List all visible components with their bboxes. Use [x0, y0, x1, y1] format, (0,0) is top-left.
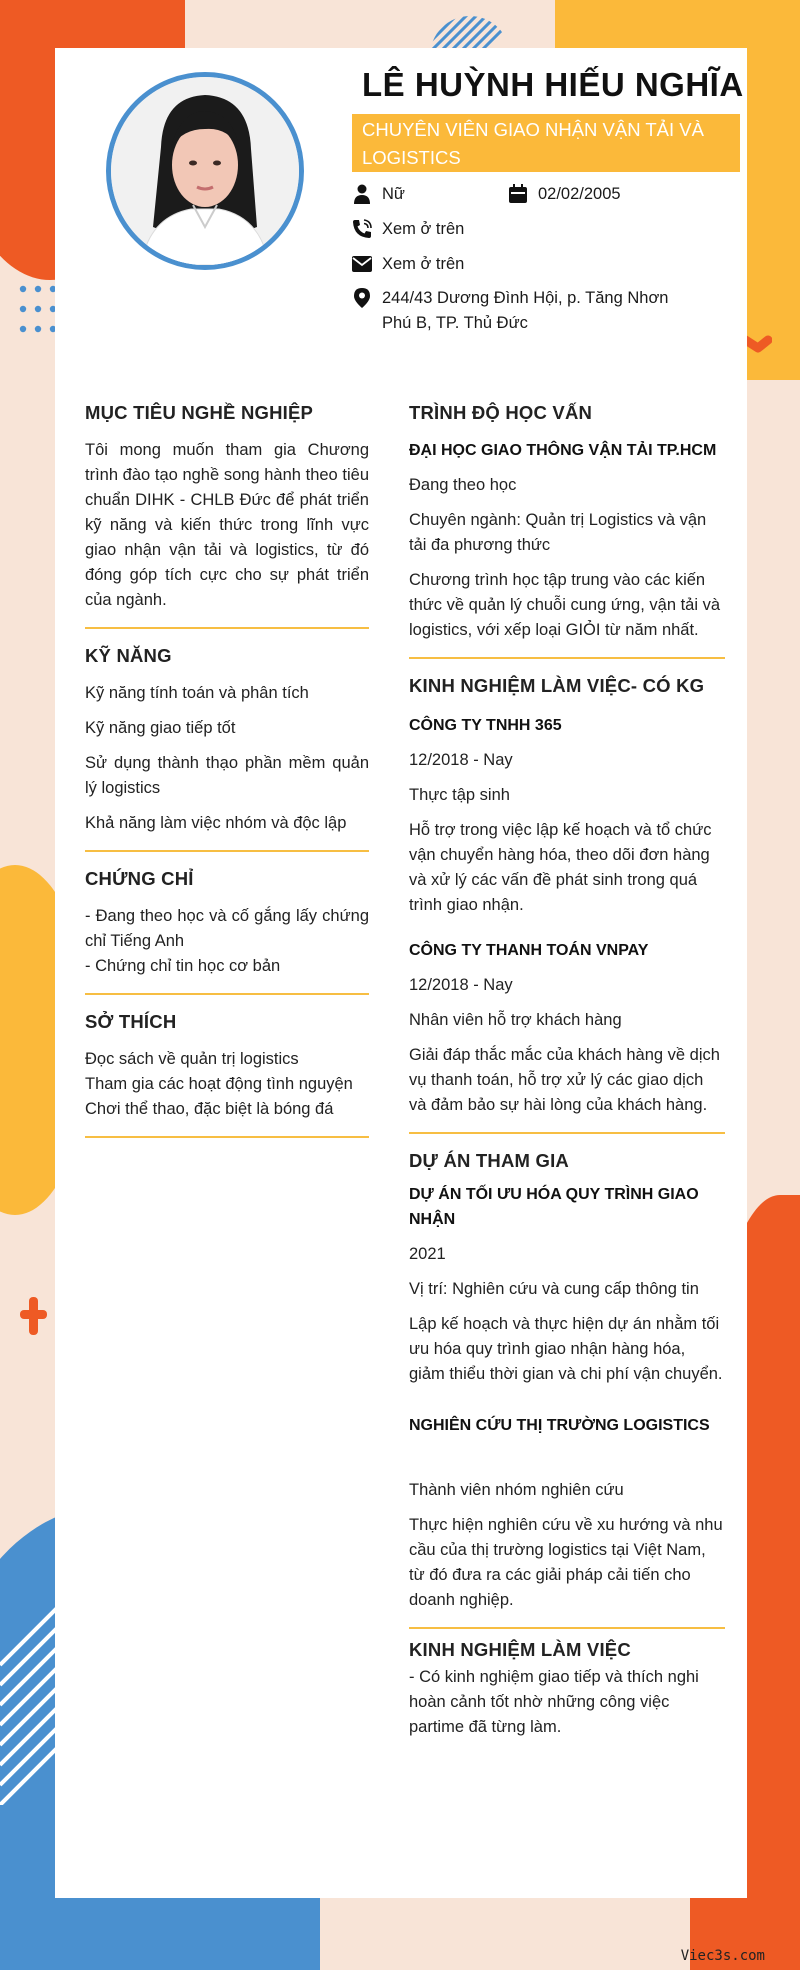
project-role: Thành viên nhóm nghiên cứu — [409, 1481, 624, 1499]
project-description: Thực hiện nghiên cứu về xu hướng và nhu cầu của thị trường logistics tại Việt Nam, từ đó đưa ra các giải pháp cải tiến cho doanh nghiệp. — [409, 1516, 723, 1609]
email-value: Xem ở trên — [382, 255, 465, 273]
job-description: Giải đáp thắc mắc của khách hàng về dịch vụ thanh toán, hỗ trợ xử lý các giao dịch và đảm bảo sự hài lòng của khách hàng. — [409, 1046, 720, 1114]
gender-value: Nữ — [382, 185, 405, 203]
school-name: ĐẠI HỌC GIAO THÔNG VẬN TẢI TP.HCM — [409, 442, 717, 459]
email-row — [350, 252, 464, 277]
user-icon — [350, 182, 374, 206]
project-role: Vị trí: Nghiên cứu và cung cấp thông tin — [409, 1280, 699, 1298]
education-title: TRÌNH ĐỘ HỌC VẤN — [409, 402, 593, 423]
address-value: 244/43 Dương Đình Hội, p. Tăng Nhơn Phú B, TP. Thủ Đức — [382, 289, 669, 332]
project-name: NGHIÊN CỨU THỊ TRƯỜNG LOGISTICS — [409, 1417, 710, 1434]
certificates-title: CHỨNG CHỈ — [85, 868, 194, 889]
skill-item: Khả năng làm việc nhóm và độc lập — [85, 814, 347, 832]
job-company: CÔNG TY THANH TOÁN VNPAY — [409, 942, 649, 959]
section-divider — [85, 993, 369, 995]
hobbies-title: SỞ THÍCH — [85, 1011, 177, 1032]
certificate-item: - Đang theo học và cố gắng lấy chứng chỉ Tiếng Anh — [85, 907, 369, 950]
gender-row — [350, 182, 405, 207]
job-position: Nhân viên hỗ trợ khách hàng — [409, 1011, 622, 1029]
job-period: 12/2018 - Nay — [409, 976, 513, 994]
left-column — [85, 402, 369, 1154]
education-major: Chuyên ngành: Quản trị Logistics và vận tải đa phương thức — [409, 511, 707, 554]
certificate-item: - Chứng chỉ tin học cơ bản — [85, 957, 281, 975]
education-description: Chương trình học tập trung vào các kiến thức về quản lý chuỗi cung ứng, vận tải và logistics, với xếp loại GIỎI từ năm nhất. — [409, 571, 721, 639]
section-divider — [409, 1627, 725, 1629]
decor-plus — [18, 1297, 48, 1335]
projects-title: DỰ ÁN THAM GIA — [409, 1150, 569, 1171]
decor-stripes-bottom-left — [0, 1605, 60, 1805]
skill-item: Kỹ năng giao tiếp tốt — [85, 719, 236, 737]
job-description: Hỗ trợ trong việc lập kế hoạch và tổ chức vận chuyển hàng hóa, theo dõi đơn hàng và xử lý các vấn đề phát sinh trong quá trình giao nhận. — [409, 821, 712, 914]
objective-text: Tôi mong muốn tham gia Chương trình đào tạo nghề song hành theo tiêu chuẩn DIHK - CHLB Đức để phát triển kỹ năng và kiến thức trong lĩnh vực giao nhận vận tải và logistics, từ đó đóng góp tích cực cho sự phát triển của ngành. — [85, 441, 369, 609]
education-status: Đang theo học — [409, 476, 517, 494]
section-divider — [85, 627, 369, 629]
section-divider — [85, 850, 369, 852]
portrait-image — [111, 77, 299, 265]
project-description: Lập kế hoạch và thực hiện dự án nhằm tối ưu hóa quy trình giao nhận hàng hóa, giảm thiểu thời gian và chi phí vận chuyển. — [409, 1315, 723, 1383]
skill-item: Kỹ năng tính toán và phân tích — [85, 684, 309, 702]
job-company: CÔNG TY TNHH 365 — [409, 717, 562, 734]
phone-row — [350, 217, 464, 242]
section-divider — [409, 1132, 725, 1134]
job-position: Thực tập sinh — [409, 786, 510, 804]
job-period: 12/2018 - Nay — [409, 751, 513, 769]
project-name: DỰ ÁN TỐI ƯU HÓA QUY TRÌNH GIAO NHẬN — [409, 1186, 699, 1228]
address-row — [350, 286, 690, 336]
section-divider — [85, 1136, 369, 1138]
experience2-text: - Có kinh nghiệm giao tiếp và thích nghi hoàn cảnh tốt nhờ những công việc partime đã từng làm. — [409, 1668, 699, 1736]
skill-item: Sử dụng thành thạo phần mềm quản lý logistics — [85, 754, 369, 797]
objective-title: MỤC TIÊU NGHỀ NGHIỆP — [85, 402, 314, 423]
phone-value: Xem ở trên — [382, 220, 465, 238]
job-title-banner: CHUYÊN VIÊN GIAO NHẬN VẬN TẢI VÀ LOGISTICS — [352, 114, 740, 172]
site-watermark: Viec3s.com — [680, 1948, 765, 1964]
birthdate-row — [506, 182, 621, 207]
right-column — [409, 402, 725, 1740]
decor-striped-circle-top — [428, 14, 512, 50]
calendar-icon — [506, 182, 530, 206]
profile-photo — [106, 72, 304, 270]
birthdate-value: 02/02/2005 — [538, 185, 621, 203]
candidate-name: LÊ HUỲNH HIẾU NGHĨA — [362, 66, 744, 103]
hobby-item: Chơi thể thao, đặc biệt là bóng đá — [85, 1100, 334, 1118]
hobby-item: Tham gia các hoạt động tình nguyện — [85, 1075, 353, 1093]
section-divider — [409, 657, 725, 659]
mail-icon — [350, 252, 374, 276]
location-icon — [350, 286, 374, 310]
phone-icon — [350, 217, 374, 241]
project-year: 2021 — [409, 1245, 446, 1263]
hobby-item: Đọc sách về quản trị logistics — [85, 1050, 299, 1068]
skills-title: KỸ NĂNG — [85, 645, 172, 666]
experience2-title: KINH NGHIỆM LÀM VIỆC — [409, 1639, 631, 1660]
experience-title: KINH NGHIỆM LÀM VIỆC- CÓ KG — [409, 675, 705, 696]
